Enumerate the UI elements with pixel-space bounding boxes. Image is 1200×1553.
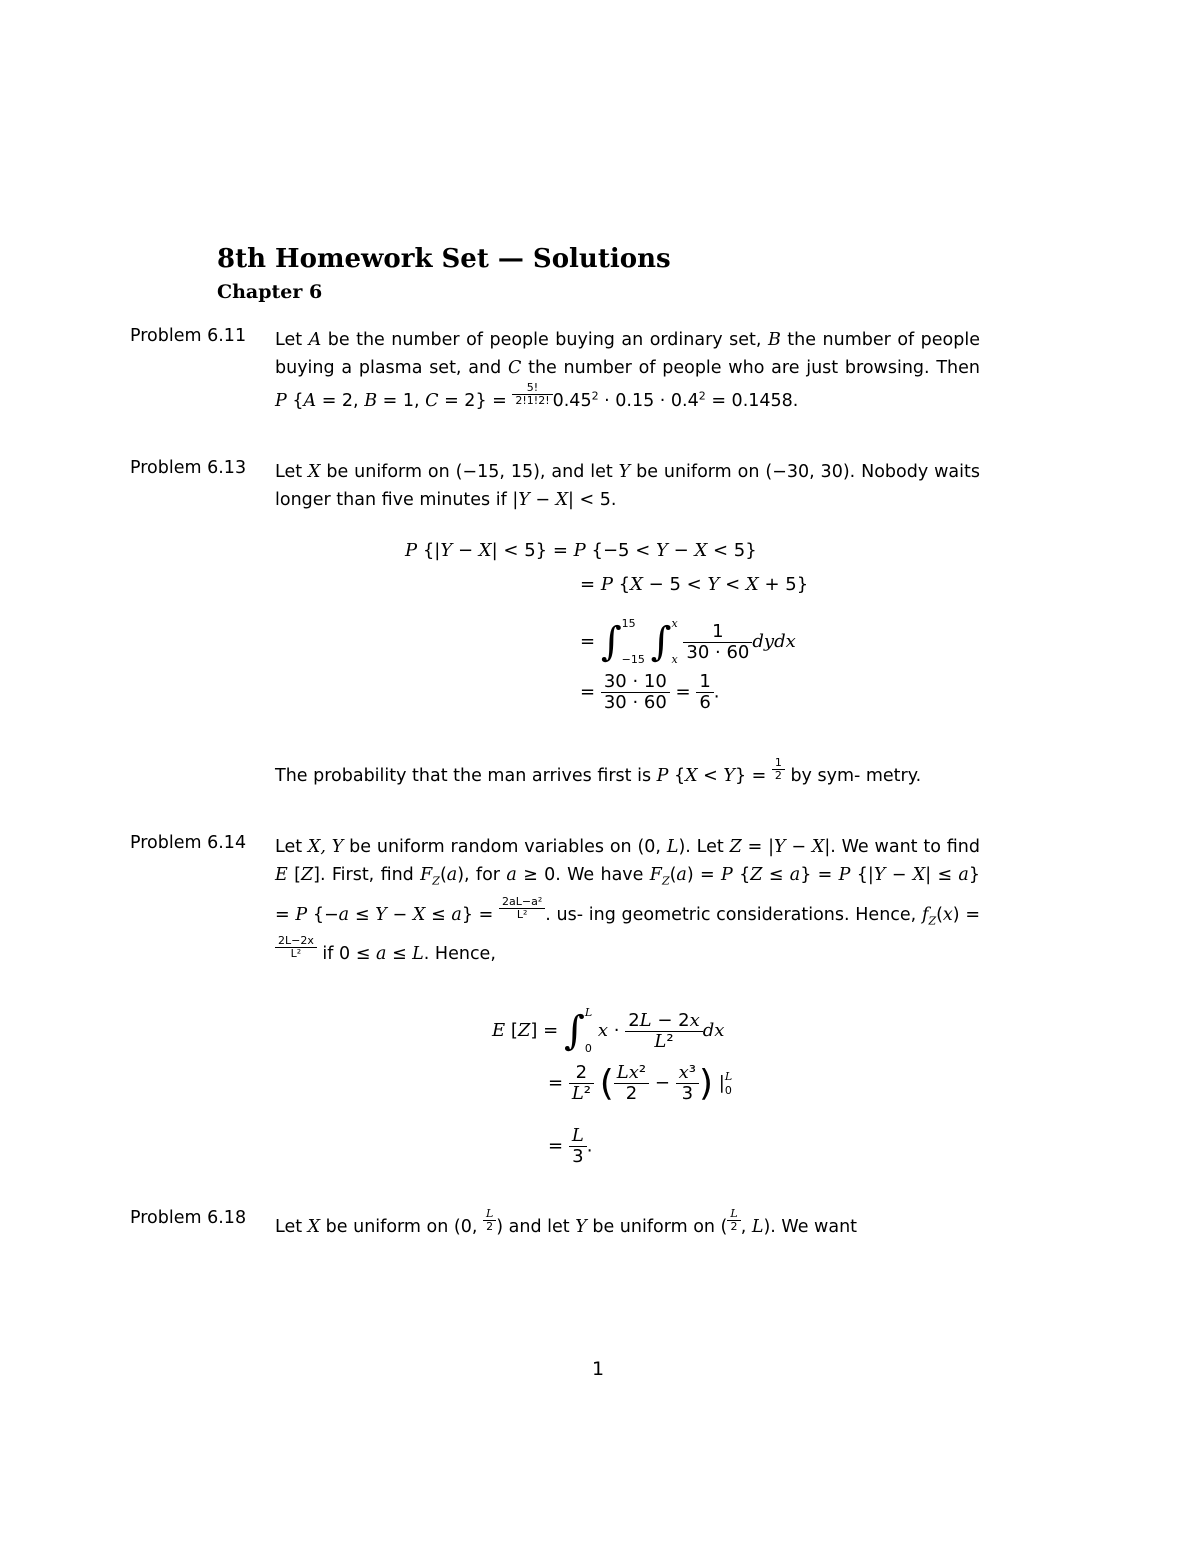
problem-text: Let X be uniform on (0, $\frac{L}{2}$ ) and let Y be uniform on ( $\frac{L}{2}$ , L). We want (275, 1207, 858, 1238)
problem-6-18 (130, 1208, 980, 1241)
equation-line: = P {X − 5 < Y < X + 5} (580, 574, 809, 595)
equation-line: E [Z] = ∫ L 0 x · $\frac{2L - 2x}{\text{L²}}$ dx (492, 1006, 725, 1055)
equation-line: = ∫ 15 −15 ∫ x x $\frac{1}{30 \cdot 60}$ dydx (580, 617, 796, 666)
problem-text: Let X be uniform on (−15, 15), and let Y be uniform on (−30, 30). Nobody waits longer than five minutes if |Y − X| < 5. (275, 462, 980, 510)
chapter-heading: Chapter 6 (217, 281, 323, 303)
problem-label: Problem 6.13 (130, 458, 247, 478)
equation-line: P {|Y − X| < 5} = P {−5 < Y − X < 5} (405, 540, 757, 561)
document-title: 8th Homework Set — Solutions (217, 244, 671, 274)
problem-6-14 (130, 833, 980, 968)
problem-6-13-conclusion (130, 757, 980, 790)
equation-line: = $\frac{30 \cdot 10}{30 \cdot 60}$ = $\frac{1}{6}$ . (580, 671, 720, 713)
problem-label: Problem 6.18 (130, 1208, 247, 1228)
problem-6-13 (130, 458, 980, 514)
problem-text: Let A be the number of people buying an ordinary set, B the number of people buying a plasma set, and C the number of people who are just browsing. Then P {A = 2, B = 1, C = 2} = $\frac{5!}{2!1!2!}$ $0.45^2 \cdot 0.15 \cdot 0.4^2 = 0.1458$. (275, 330, 980, 412)
page-number: 1 (592, 1358, 605, 1380)
problem-label: Problem 6.11 (130, 326, 247, 346)
problem-label: Problem 6.14 (130, 833, 247, 853)
problem-6-11 (130, 326, 980, 415)
conclusion-text: The probability that the man arrives first is P {X < Y} = $\frac{1}{2}$ by sym- metry. (275, 756, 922, 787)
equation-line: = $\frac{2}{\text{L²}}$ ( $\frac{\text{Lx²}}{2}$ − $\frac{\text{x³}}{3}$ ) | L 0 (548, 1062, 733, 1104)
problem-text: Let X, Y be uniform random variables on (0, L). Let Z = |Y − X|. We want to find E [Z]. First, find $F_Z(a)$, for a ≥ 0. We have $F_Z(a) = P$ {Z ≤ a} = P {|Y − X| ≤ a} = P {−a ≤ Y − X ≤ a} = $\frac{\text{2aL−a²}}{\text{L²}}$ . us- ing geometric considerations. Hence, $f_Z(x)$ = $\frac{2L-2x}{\text{L²}}$ if 0 ≤ a ≤ L. Hence, (275, 837, 980, 965)
equation-line: = $\frac{L}{3}$ . (548, 1125, 593, 1167)
